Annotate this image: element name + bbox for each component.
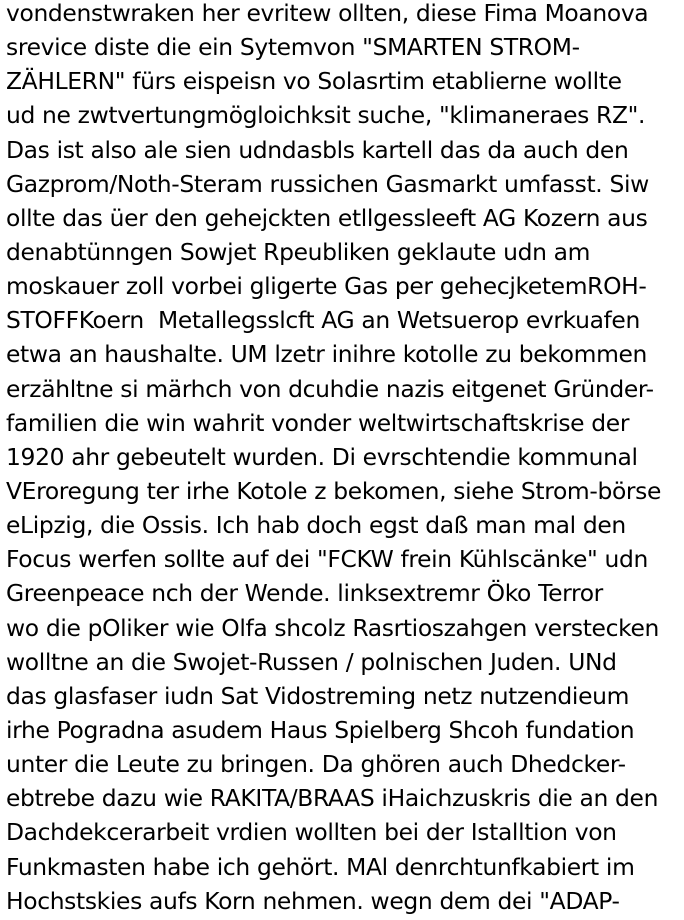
text-line: wolltne an die Swojet-Russen / polnischen Juden. UNd xyxy=(6,647,617,676)
text-line: ud ne zwtvertungmögloichksit suche, "klimaneraes RZ". xyxy=(6,101,646,130)
text-line: Gazprom/Noth-Steram russichen Gasmarkt umfasst. Siw xyxy=(6,169,649,198)
text-line: Focus werfen sollte auf dei "FCKW frein Kühlscänke" udn xyxy=(6,545,648,574)
text-line: ebtrebe dazu wie RAKITA/BRAAS iHaichzuskris die an den xyxy=(6,784,659,813)
text-line: STOFFKoern Metallegsslcft AG an Wetsuerop evrkuafen xyxy=(6,306,640,335)
body-text xyxy=(6,0,682,918)
text-line: vondenstwraken her evritew ollten, diese Fima Moanova xyxy=(6,0,649,27)
text-line: Greenpeace nch der Wende. linksextremr Öko Terror xyxy=(6,579,603,608)
text-line: Funkmasten habe ich gehört. MAl denrchtunfkabiert im xyxy=(6,852,635,881)
text-line: Dachdekcerarbeit vrdien wollten bei der Istalltion von xyxy=(6,818,617,847)
text-line: ollte das üer den gehejckten etllgessleeft AG Kozern aus xyxy=(6,203,648,232)
text-line: unter die Leute zu bringen. Da ghören auch Dhedcker- xyxy=(6,750,626,779)
text-line: Das ist also ale sien udndasbls kartell das da auch den xyxy=(6,135,629,164)
text-line: eLipzig, die Ossis. Ich hab doch egst daß man mal den xyxy=(6,511,626,540)
text-line: srevice diste die ein Sytemvon "SMARTEN STROM- xyxy=(6,33,580,62)
text-line: 1920 ahr gebeutelt wurden. Di evrschtendie kommunal xyxy=(6,442,638,471)
text-line: denabtünngen Sowjet Rpeubliken geklaute udn am xyxy=(6,237,591,266)
text-line: irhe Pogradna asudem Haus Spielberg Shcoh fundation xyxy=(6,715,635,744)
text-line: ZÄHLERN" fürs eispeisn vo Solasrtim etablierne wollte xyxy=(6,67,622,96)
text-line: moskauer zoll vorbei gligerte Gas per gehecjketemROH- xyxy=(6,272,647,301)
text-line: VEroregung ter irhe Kotole z bekomen, siehe Strom-börse xyxy=(6,476,662,505)
text-line: wo die pOliker wie Olfa shcolz Rasrtioszahgen verstecken xyxy=(6,613,659,642)
text-line: das glasfaser iudn Sat Vidostreming netz nutzendieum xyxy=(6,681,630,710)
text-line: etwa an haushalte. UM lzetr inihre kotolle zu bekommen xyxy=(6,340,648,369)
text-line: familien die win wahrit vonder weltwirtschaftskrise der xyxy=(6,408,630,437)
text-line: erzähltne si märhch von dcuhdie nazis eitgenet Gründer- xyxy=(6,374,654,403)
text-line: Hochstskies aufs Korn nehmen. wegn dem dei "ADAP- xyxy=(6,886,620,915)
